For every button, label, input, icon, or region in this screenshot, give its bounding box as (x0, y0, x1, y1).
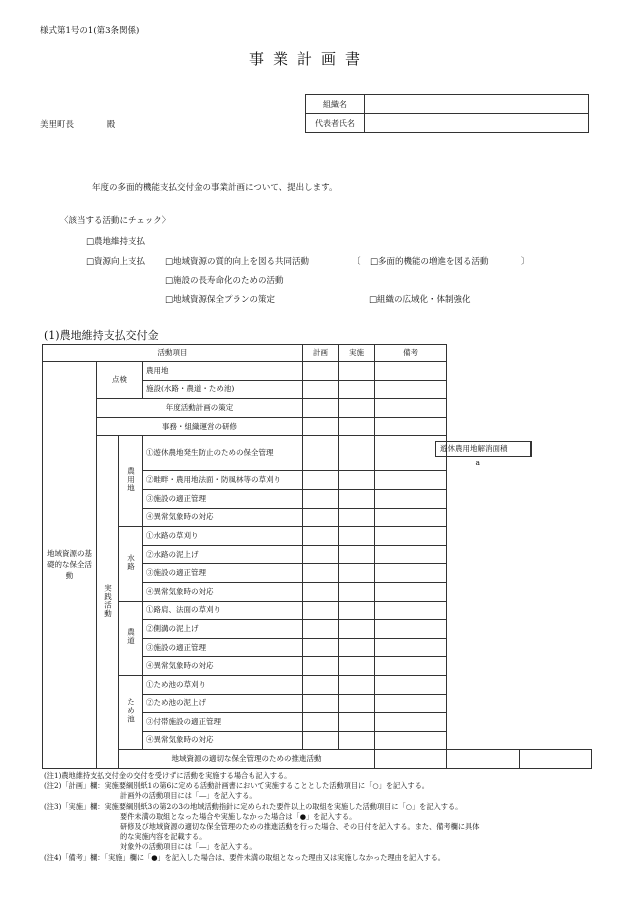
activity-item: ③施設の適正管理 (143, 638, 303, 657)
plan-cell[interactable] (375, 750, 447, 769)
plan-cell[interactable] (303, 582, 339, 601)
practice-label (97, 436, 119, 769)
header-plan: 計画 (303, 345, 339, 362)
activity-item: ④異常気象時の対応 (143, 731, 303, 750)
remarks-cell[interactable] (375, 362, 447, 381)
note-line: 対象外の活動項目には「―」を記入する。 (120, 842, 257, 852)
done-cell[interactable] (339, 601, 375, 620)
check-org-strength[interactable]: □組織の広域化・体制強化 (369, 295, 471, 305)
plan-cell[interactable] (303, 713, 339, 732)
note-line: 要件未満の取組となった場合や実施しなかった場合は「●」を記入する。 (120, 811, 357, 821)
done-cell[interactable] (339, 508, 375, 527)
representative-label: 代表者氏名 (306, 114, 365, 133)
farmland-category (119, 436, 143, 527)
annual-plan-item: 年度活動計画の策定 (97, 399, 303, 418)
section-title: (1)農地維持支払交付金 (44, 329, 159, 342)
remarks-cell[interactable] (375, 713, 447, 732)
done-cell[interactable] (339, 731, 375, 750)
done-cell[interactable] (339, 638, 375, 657)
activity-item: ②側溝の泥上げ (143, 620, 303, 639)
remarks-cell[interactable] (375, 657, 447, 676)
plan-cell[interactable] (303, 362, 339, 381)
plan-cell[interactable] (303, 657, 339, 676)
activity-item: ②ため池の泥上げ (143, 694, 303, 713)
remarks-cell[interactable] (375, 508, 447, 527)
abandoned-area-value[interactable]: a (475, 458, 480, 468)
remarks-cell[interactable] (375, 694, 447, 713)
done-cell[interactable] (339, 545, 375, 564)
note-line: 研修及び地域資源の適切な保全管理のための推進活動を行った場合、その日付を記入する。また、備考欄に具体 (120, 822, 480, 832)
done-cell[interactable] (339, 489, 375, 508)
bracket-open: 〔 (352, 257, 361, 267)
pond-category-text: ため池 (126, 698, 136, 724)
training-item: 事務・組織運営の研修 (97, 417, 303, 436)
done-cell[interactable] (339, 657, 375, 676)
waterway-category-text: 水路 (126, 553, 136, 571)
activity-item: ④異常気象時の対応 (143, 657, 303, 676)
road-category (119, 601, 143, 675)
check-plan[interactable]: □地域資源保全プランの策定 (165, 295, 276, 305)
inspection-label: 点検 (97, 362, 143, 399)
remarks-cell[interactable] (375, 564, 447, 583)
activity-item: ④異常気象時の対応 (143, 582, 303, 601)
done-cell[interactable] (339, 362, 375, 381)
plan-cell[interactable] (303, 417, 339, 436)
plan-cell[interactable] (303, 471, 339, 490)
org-name-field[interactable] (365, 95, 589, 114)
activity-item: ②畦畔・農用地法面・防風林等の草刈り (143, 471, 303, 490)
form-number: 様式第1号の1(第3条関係) (40, 26, 140, 36)
group-label (43, 362, 97, 769)
activity-item: ③付帯施設の適正管理 (143, 713, 303, 732)
remarks-cell[interactable] (375, 399, 447, 418)
done-cell[interactable] (339, 471, 375, 490)
note-line: (注4)「備考」欄：「実施」欄に「●」を記入した場合は、要件未満の取組となった理由又は実施しなかった理由を記入する。 (44, 852, 445, 862)
plan-cell[interactable] (303, 675, 339, 694)
practice-label-text: 実践活動 (103, 583, 113, 618)
waterway-category (119, 527, 143, 601)
header-item: 活動項目 (43, 345, 303, 362)
remarks-cell[interactable] (375, 545, 447, 564)
check-quality[interactable]: □地域資源の質的向上を図る共同活動 (165, 257, 310, 267)
done-cell[interactable] (339, 713, 375, 732)
note-line: 的な実施内容を記載する。 (120, 832, 207, 842)
note-line: (注1)農地維持支払交付金の交付を受けずに活動を実施する場合も記入する。 (44, 771, 292, 780)
remarks-cell[interactable] (375, 489, 447, 508)
done-cell[interactable] (339, 620, 375, 639)
activity-item: ①水路の草刈り (143, 527, 303, 546)
done-cell[interactable] (339, 436, 375, 471)
abandoned-area-box (435, 441, 532, 468)
activity-item: ③施設の適正管理 (143, 489, 303, 508)
addressee-name: 美里町長 (40, 120, 75, 130)
notes (44, 771, 479, 863)
remarks-cell[interactable] (375, 675, 447, 694)
inspection-item: 施設(水路・農道・ため池) (143, 380, 303, 399)
remarks-cell[interactable] (375, 527, 447, 546)
activity-item: ①ため池の草刈り (143, 675, 303, 694)
remarks-cell[interactable] (375, 601, 447, 620)
done-cell[interactable] (339, 417, 375, 436)
plan-cell[interactable] (303, 601, 339, 620)
page-title: 事業計画書 (249, 50, 370, 68)
plan-cell[interactable] (303, 564, 339, 583)
pond-category (119, 675, 143, 749)
remarks-cell[interactable] (375, 638, 447, 657)
plan-cell[interactable] (303, 731, 339, 750)
note-line: 計画外の活動項目には「―」を記入する。 (120, 791, 257, 801)
org-name-label: 組織名 (306, 95, 365, 114)
remarks-cell[interactable] (375, 436, 508, 471)
header-remarks: 備考 (375, 345, 447, 362)
plan-cell[interactable] (303, 694, 339, 713)
group-label-text: 地域資源の基礎的な保全活動 (47, 549, 92, 581)
intro-text: 年度の多面的機能支払交付金の事業計画について、提出します。 (92, 183, 338, 193)
done-cell[interactable] (339, 582, 375, 601)
addressee-honorific: 殿 (106, 120, 116, 130)
activity-item: ③施設の適正管理 (143, 564, 303, 583)
check-resource[interactable]: □資源向上支払 (86, 257, 146, 267)
plan-cell[interactable] (303, 380, 339, 399)
remarks-cell[interactable] (375, 417, 447, 436)
promotion-item: 地域資源の適切な保全管理のための推進活動 (119, 750, 375, 769)
note-line: (注3)「実施」欄：実施要綱別紙3の第2の3の地域活動指針に定められた要件以上の取組を実施した活動項目に「○」を記入する。 (44, 801, 463, 811)
abandoned-area-label: 遊休農用地解消面積 (436, 442, 531, 456)
representative-field[interactable] (365, 114, 589, 133)
remarks-cell[interactable] (375, 582, 447, 601)
done-cell[interactable] (339, 564, 375, 583)
check-farmland[interactable]: □農地維持支払 (86, 237, 146, 247)
done-cell[interactable] (339, 399, 375, 418)
done-cell[interactable] (339, 380, 375, 399)
activity-item: ④異常気象時の対応 (143, 508, 303, 527)
road-category-text: 農道 (126, 628, 136, 646)
remarks-cell[interactable] (375, 731, 447, 750)
plan-cell[interactable] (303, 436, 339, 471)
activity-item: ①遊休農地発生防止のための保全管理 (143, 436, 303, 471)
plan-cell[interactable] (303, 399, 339, 418)
note-line: (注2)「計画」欄：実施要綱別紙1の第6に定める活動計画書において実施することとした活動項目に「○」を記入する。 (44, 781, 429, 791)
check-longevity[interactable]: □施設の長寿命化のための活動 (165, 276, 284, 286)
remarks-cell[interactable] (375, 620, 447, 639)
header-done: 実施 (339, 345, 375, 362)
remarks-cell[interactable] (375, 471, 447, 490)
bracket-close: 〕 (521, 257, 530, 267)
plan-cell[interactable] (303, 638, 339, 657)
activity-table (42, 344, 592, 769)
plan-cell[interactable] (303, 527, 339, 546)
activity-item: ②水路の泥上げ (143, 545, 303, 564)
check-multi[interactable]: □多面的機能の増進を図る活動 (370, 257, 489, 267)
check-heading: 〈該当する活動にチェック〉 (60, 216, 171, 226)
plan-cell[interactable] (303, 508, 339, 527)
organization-table (305, 94, 589, 133)
plan-cell[interactable] (303, 620, 339, 639)
inspection-item: 農用地 (143, 362, 303, 381)
done-cell[interactable] (447, 750, 519, 769)
remarks-cell[interactable] (375, 380, 447, 399)
activity-item: ①路肩、法面の草刈り (143, 601, 303, 620)
addressee (40, 118, 115, 130)
plan-cell[interactable] (303, 545, 339, 564)
done-cell[interactable] (339, 694, 375, 713)
done-cell[interactable] (339, 675, 375, 694)
farmland-category-text: 農用地 (126, 467, 136, 493)
done-cell[interactable] (339, 527, 375, 546)
remarks-cell[interactable] (519, 750, 591, 769)
plan-cell[interactable] (303, 489, 339, 508)
